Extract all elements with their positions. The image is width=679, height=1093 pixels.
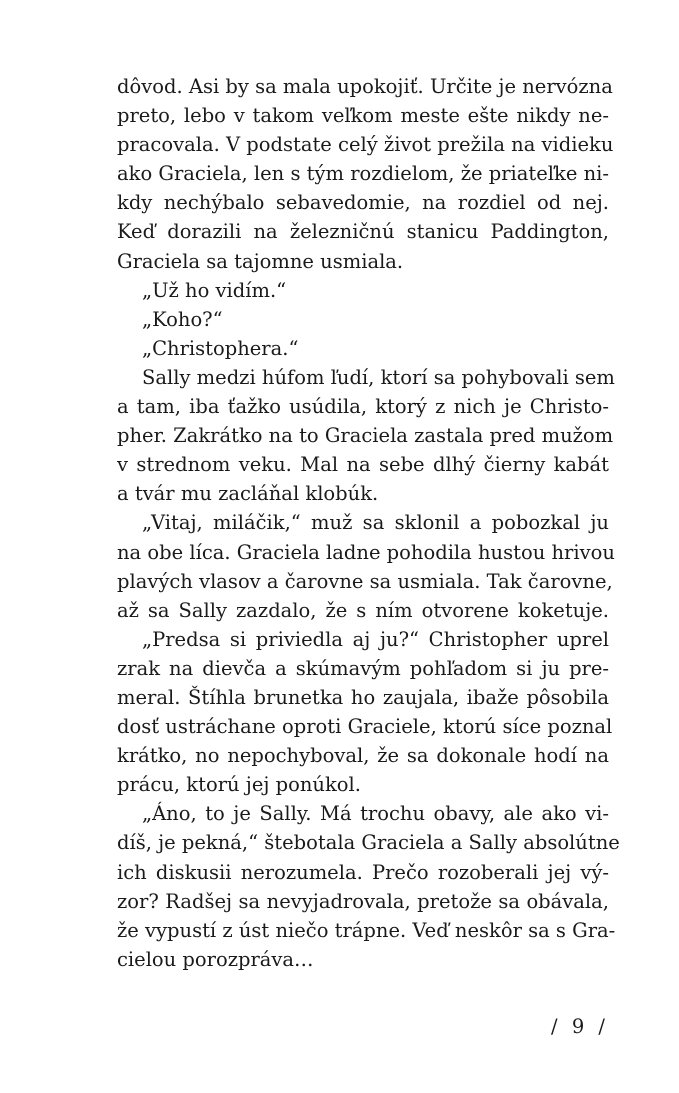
text-line: v strednom veku. Mal na sebe dlhý čierny kabát <box>117 453 609 477</box>
text-line: zrak na dievča a skúmavým pohľadom si ju pre- <box>117 656 609 680</box>
text-line: Sally medzi húfom ľudí, ktorí sa pohybovali sem <box>142 365 615 389</box>
text-line: pracovala. V podstate celý život prežila na vidieku <box>117 133 614 157</box>
page-number: / 9 / <box>551 1015 609 1038</box>
text-line: že vypustí z úst niečo trápne. Veď neskôr sa s Gra- <box>117 918 616 942</box>
text-line: dosť ustráchane oproti Graciele, ktorú síce poznal <box>117 715 613 739</box>
text-line: pher. Zakrátko na to Graciela zastala pred mužom <box>117 424 614 448</box>
text-line: „Predsa si priviedla aj ju?“ Christopher uprel <box>142 627 609 651</box>
text-line: a tvár mu zacláňal klobúk. <box>117 482 379 506</box>
text-line: „Koho?“ <box>142 307 223 331</box>
text-line: „Áno, to je Sally. Má trochu obavy, ale ako vi- <box>142 802 609 826</box>
text-line: „Christophera.“ <box>142 336 299 360</box>
text-line: až sa Sally zazdalo, že s ním otvorene koketuje. <box>117 598 609 622</box>
text-line: „Vitaj, miláčik,“ muž sa sklonil a pobozkal ju <box>142 511 609 535</box>
text-line: krátko, no nepochyboval, že sa dokonale hodí na <box>117 744 609 768</box>
text-line: ich diskusii nerozumela. Prečo rozoberali jej vý- <box>117 860 609 884</box>
text-line: díš, je pekná,“ štebotala Graciela a Sally absolútne <box>117 831 620 855</box>
text-line: cielou porozpráva… <box>117 947 314 971</box>
text-line: kdy nechýbalo sebavedomie, na rozdiel od nej. <box>117 191 609 215</box>
text-line: ako Graciela, len s tým rozdielom, že priateľke ni- <box>117 162 609 186</box>
text-line: dôvod. Asi by sa mala upokojiť. Určite je nervózna <box>117 75 613 98</box>
text-line: „Už ho vidím.“ <box>142 278 287 302</box>
page-body-text <box>117 72 620 974</box>
text-line: plavých vlasov a čarovne sa usmiala. Tak čarovne, <box>117 569 613 593</box>
text-line: a tam, iba ťažko usúdila, ktorý z nich je Christo- <box>117 395 609 419</box>
text-line: zor? Radšej sa nevyjadrovala, pretože sa obávala, <box>117 889 609 913</box>
text-line: preto, lebo v takom veľkom meste ešte nikdy ne- <box>117 104 609 128</box>
text-line: Graciela sa tajomne usmiala. <box>117 249 404 273</box>
text-line: Keď dorazili na železničnú stanicu Paddington, <box>117 220 609 244</box>
text-line: na obe líca. Graciela ladne pohodila hustou hrivou <box>117 540 615 564</box>
text-line: meral. Štíhla brunetka ho zaujala, ibaže pôsobila <box>117 685 609 709</box>
text-line: prácu, ktorú jej ponúkol. <box>117 773 361 797</box>
